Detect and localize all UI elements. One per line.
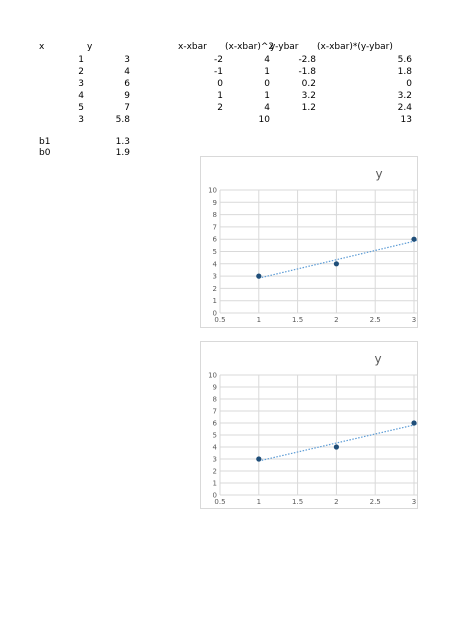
coef-label-b0: b0 — [39, 148, 51, 158]
cell-x: 2 — [78, 67, 84, 77]
sum-product: 13 — [400, 115, 412, 125]
y-tick-label: 2 — [212, 467, 217, 476]
x-tick-label: 0.5 — [214, 316, 226, 324]
cell-x: 1 — [78, 55, 84, 65]
cell-x: 4 — [78, 91, 84, 101]
x-tick-label: 1 — [256, 498, 262, 506]
coef-label-b1: b1 — [39, 137, 51, 147]
cell-product: 3.2 — [397, 91, 412, 101]
cell-x-xbar-squared: 4 — [264, 55, 270, 65]
y-tick-label: 1 — [212, 479, 217, 488]
cell-y-ybar: 0.2 — [301, 79, 316, 89]
cell-x-xbar: 2 — [217, 103, 223, 113]
sum-x-xbar-squared: 10 — [258, 115, 270, 125]
cell-y-ybar: 1.2 — [301, 103, 316, 113]
cell-x-xbar: 1 — [217, 91, 223, 101]
cell-x: 3 — [78, 79, 84, 89]
cell-y: 6 — [124, 79, 130, 89]
y-tick-label: 3 — [212, 455, 217, 464]
x-tick-label: 3 — [411, 498, 417, 506]
y-tick-label: 8 — [212, 395, 217, 404]
cell-product: 0 — [406, 79, 412, 89]
cell-x-xbar: 0 — [217, 79, 223, 89]
cell-y: 4 — [124, 67, 130, 77]
x-tick-label: 3 — [411, 316, 417, 324]
x-tick-label: 1 — [256, 316, 262, 324]
y-tick-label: 7 — [212, 407, 217, 416]
y-tick-label: 0 — [212, 491, 217, 500]
data-point — [334, 444, 339, 449]
y-tick-label: 4 — [212, 443, 217, 452]
trendline — [259, 424, 417, 461]
cell-y: 9 — [124, 91, 130, 101]
y-tick-label: 5 — [212, 248, 217, 256]
y-tick-label: 0 — [212, 309, 217, 318]
data-point — [256, 274, 261, 279]
cell-x: 5 — [78, 103, 84, 113]
y-tick-label: 9 — [212, 383, 217, 392]
x-tick-label: 2 — [334, 498, 339, 506]
header-product: (x-xbar)*(y-ybar) — [317, 42, 393, 52]
cell-x-xbar-squared: 0 — [264, 79, 270, 89]
y-tick-label: 6 — [212, 235, 217, 244]
y-tick-label: 9 — [212, 198, 217, 207]
y-tick-label: 8 — [212, 211, 217, 220]
x-tick-label: 2.5 — [369, 498, 381, 506]
cell-x-xbar: -2 — [214, 55, 223, 65]
y-tick-label: 1 — [212, 297, 217, 306]
scatter-chart-2[interactable] — [200, 341, 418, 509]
cell-x-xbar: -1 — [214, 67, 223, 77]
data-point — [334, 261, 339, 266]
x-tick-label: 1.5 — [292, 316, 304, 324]
header-x: x — [39, 42, 45, 52]
y-tick-label: 6 — [212, 419, 217, 428]
cell-y-ybar: 3.2 — [301, 91, 316, 101]
mean-x: 3 — [78, 115, 84, 125]
y-tick-label: 3 — [212, 272, 217, 281]
cell-y: 3 — [124, 55, 130, 65]
cell-y: 7 — [124, 103, 130, 113]
y-tick-label: 4 — [212, 260, 217, 269]
x-tick-label: 2.5 — [369, 316, 381, 324]
cell-x-xbar-squared: 1 — [264, 67, 270, 77]
y-tick-label: 10 — [208, 186, 217, 195]
y-tick-label: 7 — [212, 223, 217, 232]
x-tick-label: 0.5 — [214, 498, 226, 506]
chart-title: y — [375, 167, 383, 181]
coef-value-b0: 1.9 — [115, 148, 130, 158]
cell-product: 5.6 — [397, 55, 412, 65]
y-tick-label: 5 — [212, 431, 217, 440]
header-x-xbar: x-xbar — [178, 42, 207, 52]
y-tick-label: 10 — [208, 371, 217, 380]
x-tick-label: 2 — [334, 316, 339, 324]
scatter-chart-1[interactable] — [200, 156, 418, 328]
x-tick-label: 1.5 — [292, 498, 304, 506]
cell-y-ybar: -1.8 — [298, 67, 316, 77]
cell-y-ybar: -2.8 — [298, 55, 316, 65]
trendline — [259, 240, 417, 278]
cell-x-xbar-squared: 1 — [264, 91, 270, 101]
data-point — [411, 420, 416, 425]
data-point — [411, 237, 416, 242]
coef-value-b1: 1.3 — [115, 137, 130, 147]
cell-product: 2.4 — [397, 103, 412, 113]
header-y-ybar: y-ybar — [270, 42, 299, 52]
chart-plot — [201, 157, 417, 327]
header-x-xbar-squared: (x-xbar)^2 — [225, 42, 275, 52]
mean-y: 5.8 — [115, 115, 130, 125]
y-tick-label: 2 — [212, 284, 217, 293]
header-y: y — [87, 42, 93, 52]
data-point — [256, 456, 261, 461]
chart-plot — [201, 342, 417, 508]
cell-x-xbar-squared: 4 — [264, 103, 270, 113]
chart-title: y — [374, 352, 382, 366]
cell-product: 1.8 — [397, 67, 412, 77]
